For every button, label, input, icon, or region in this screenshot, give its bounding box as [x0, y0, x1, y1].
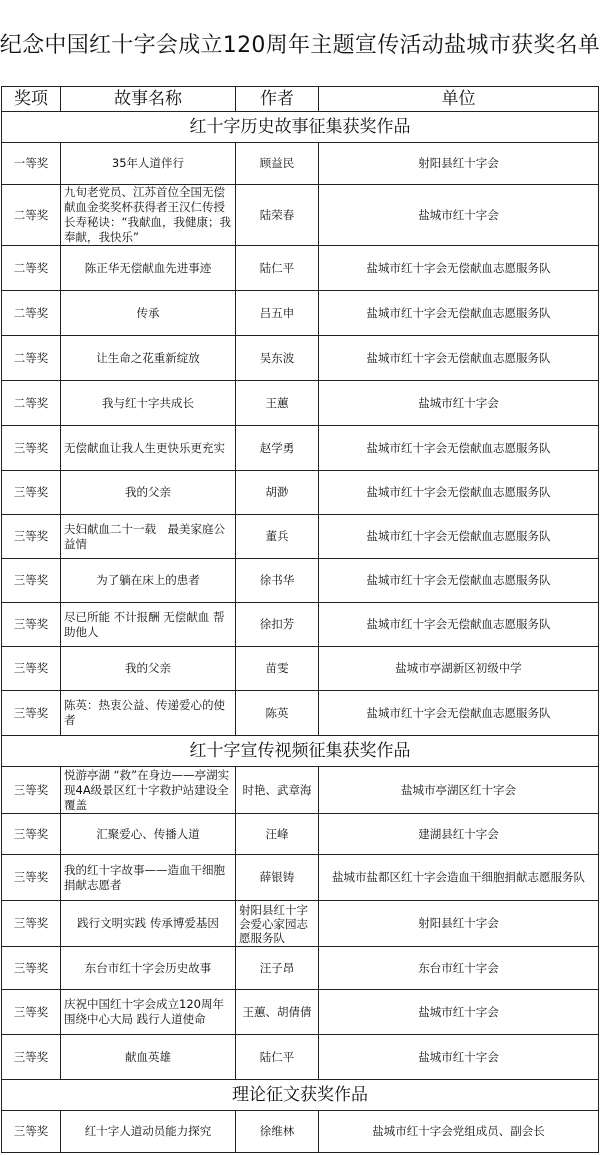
story-name-cell: 35年人道伴行	[61, 143, 236, 185]
award-cell: 三等奖	[2, 426, 61, 471]
author-cell: 吴东波	[236, 336, 319, 381]
award-cell: 三等奖	[2, 990, 61, 1035]
table-row	[2, 291, 599, 336]
award-cell: 三等奖	[2, 947, 61, 990]
unit-cell: 盐城市亭湖新区初级中学	[319, 647, 599, 691]
table-row	[2, 336, 599, 381]
award-cell: 三等奖	[2, 855, 61, 901]
table-row	[2, 559, 599, 603]
story-name-cell: 为了躺在床上的患者	[61, 559, 236, 603]
author-cell: 陆仁平	[236, 1035, 319, 1080]
unit-cell: 盐城市红十字会	[319, 381, 599, 426]
story-name-cell: 献血英雄	[61, 1035, 236, 1080]
author-cell: 徐维林	[236, 1111, 319, 1153]
table-row	[2, 381, 599, 426]
unit-cell: 盐城市红十字会	[319, 1035, 599, 1080]
table-row	[2, 515, 599, 559]
story-name-cell: 践行文明实践 传承博爱基因	[61, 901, 236, 947]
table-row	[2, 1111, 599, 1153]
story-name-cell: 陈正华无偿献血先进事迹	[61, 246, 236, 291]
author-cell: 汪峰	[236, 814, 319, 855]
award-cell: 二等奖	[2, 246, 61, 291]
award-table-body	[2, 87, 599, 1153]
story-name-cell: 东台市红十字会历史故事	[61, 947, 236, 990]
story-name-cell: 悦游亭湖 “救”在身边——亭湖实现4A级景区红十字救护站建设全覆盖	[61, 767, 236, 814]
story-name-cell: 我的父亲	[61, 647, 236, 691]
author-cell: 王蕙	[236, 381, 319, 426]
section-title: 红十字历史故事征集获奖作品	[2, 112, 599, 143]
unit-cell: 盐城市红十字会党组成员、副会长	[319, 1111, 599, 1153]
award-cell: 三等奖	[2, 515, 61, 559]
award-cell: 三等奖	[2, 814, 61, 855]
unit-cell: 盐城市红十字会无偿献血志愿服务队	[319, 246, 599, 291]
story-name-cell: 汇聚爱心、传播人道	[61, 814, 236, 855]
author-cell: 陈英	[236, 691, 319, 736]
section-title: 红十字宣传视频征集获奖作品	[2, 736, 599, 767]
award-cell: 三等奖	[2, 603, 61, 647]
header-author: 作者	[236, 87, 319, 112]
award-cell: 二等奖	[2, 336, 61, 381]
table-row	[2, 990, 599, 1035]
table-row	[2, 246, 599, 291]
author-cell: 汪子昂	[236, 947, 319, 990]
unit-cell: 盐城市红十字会无偿献血志愿服务队	[319, 291, 599, 336]
unit-cell: 盐城市红十字会	[319, 990, 599, 1035]
author-cell: 王蕙、胡倩倩	[236, 990, 319, 1035]
unit-cell: 盐城市红十字会	[319, 185, 599, 246]
unit-cell: 建湖县红十字会	[319, 814, 599, 855]
award-cell: 三等奖	[2, 1035, 61, 1080]
section-row	[2, 736, 599, 767]
author-cell: 顾益民	[236, 143, 319, 185]
story-name-cell: 我的父亲	[61, 471, 236, 515]
award-cell: 三等奖	[2, 691, 61, 736]
unit-cell: 盐城市红十字会无偿献血志愿服务队	[319, 471, 599, 515]
unit-cell: 盐城市盐都区红十字会造血干细胞捐献志愿服务队	[319, 855, 599, 901]
author-cell: 徐扣芳	[236, 603, 319, 647]
award-cell: 二等奖	[2, 291, 61, 336]
award-cell: 三等奖	[2, 901, 61, 947]
author-cell: 薛银铸	[236, 855, 319, 901]
story-name-cell: 夫妇献血二十一载 最美家庭公益情	[61, 515, 236, 559]
unit-cell: 盐城市红十字会无偿献血志愿服务队	[319, 559, 599, 603]
unit-cell: 射阳县红十字会	[319, 901, 599, 947]
story-name-cell: 九旬老党员、江苏首位全国无偿献血金奖奖杯获得者王汉仁传授长寿秘诀：“我献血，我健康；我奉献，我快乐”	[61, 185, 236, 246]
table-row	[2, 947, 599, 990]
story-name-cell: 庆祝中国红十字会成立120周年围绕中心大局 践行人道使命	[61, 990, 236, 1035]
table-row	[2, 426, 599, 471]
page-title: 纪念中国红十字会成立120周年主题宣传活动盐城市获奖名单	[0, 32, 600, 58]
story-name-cell: 陈英：热衷公益、传递爱心的使者	[61, 691, 236, 736]
award-cell: 二等奖	[2, 185, 61, 246]
unit-cell: 盐城市红十字会无偿献血志愿服务队	[319, 336, 599, 381]
unit-cell: 盐城市红十字会无偿献血志愿服务队	[319, 691, 599, 736]
award-cell: 三等奖	[2, 1111, 61, 1153]
author-cell: 胡渺	[236, 471, 319, 515]
award-cell: 一等奖	[2, 143, 61, 185]
table-row	[2, 185, 599, 246]
table-row	[2, 901, 599, 947]
award-cell: 二等奖	[2, 381, 61, 426]
unit-cell: 东台市红十字会	[319, 947, 599, 990]
author-cell: 苗雯	[236, 647, 319, 691]
unit-cell: 盐城市红十字会无偿献血志愿服务队	[319, 426, 599, 471]
story-name-cell: 让生命之花重新绽放	[61, 336, 236, 381]
author-cell: 董兵	[236, 515, 319, 559]
story-name-cell: 无偿献血让我人生更快乐更充实	[61, 426, 236, 471]
table-row	[2, 1035, 599, 1080]
table-row	[2, 143, 599, 185]
table-row	[2, 471, 599, 515]
unit-cell: 盐城市红十字会无偿献血志愿服务队	[319, 515, 599, 559]
table-row	[2, 603, 599, 647]
award-table	[1, 86, 599, 1153]
author-cell: 时艳、武章海	[236, 767, 319, 814]
table-header-row	[2, 87, 599, 112]
award-cell: 三等奖	[2, 647, 61, 691]
unit-cell: 射阳县红十字会	[319, 143, 599, 185]
unit-cell: 盐城市红十字会无偿献血志愿服务队	[319, 603, 599, 647]
author-cell: 吕五申	[236, 291, 319, 336]
award-cell: 三等奖	[2, 559, 61, 603]
table-row	[2, 814, 599, 855]
story-name-cell: 传承	[61, 291, 236, 336]
table-row	[2, 855, 599, 901]
section-row	[2, 112, 599, 143]
table-row	[2, 691, 599, 736]
header-unit: 单位	[319, 87, 599, 112]
award-cell: 三等奖	[2, 471, 61, 515]
author-cell: 陆仁平	[236, 246, 319, 291]
header-award: 奖项	[2, 87, 61, 112]
unit-cell: 盐城市亭湖区红十字会	[319, 767, 599, 814]
section-row	[2, 1080, 599, 1111]
story-name-cell: 尽已所能 不计报酬 无偿献血 帮助他人	[61, 603, 236, 647]
table-row	[2, 767, 599, 814]
author-cell: 射阳县红十字会爱心家园志愿服务队	[236, 901, 319, 947]
story-name-cell: 我与红十字共成长	[61, 381, 236, 426]
story-name-cell: 红十字人道动员能力探究	[61, 1111, 236, 1153]
author-cell: 赵学勇	[236, 426, 319, 471]
header-story-name: 故事名称	[61, 87, 236, 112]
award-cell: 三等奖	[2, 767, 61, 814]
author-cell: 陆荣春	[236, 185, 319, 246]
story-name-cell: 我的红十字故事——造血干细胞捐献志愿者	[61, 855, 236, 901]
author-cell: 徐书华	[236, 559, 319, 603]
table-row	[2, 647, 599, 691]
section-title: 理论征文获奖作品	[2, 1080, 599, 1111]
